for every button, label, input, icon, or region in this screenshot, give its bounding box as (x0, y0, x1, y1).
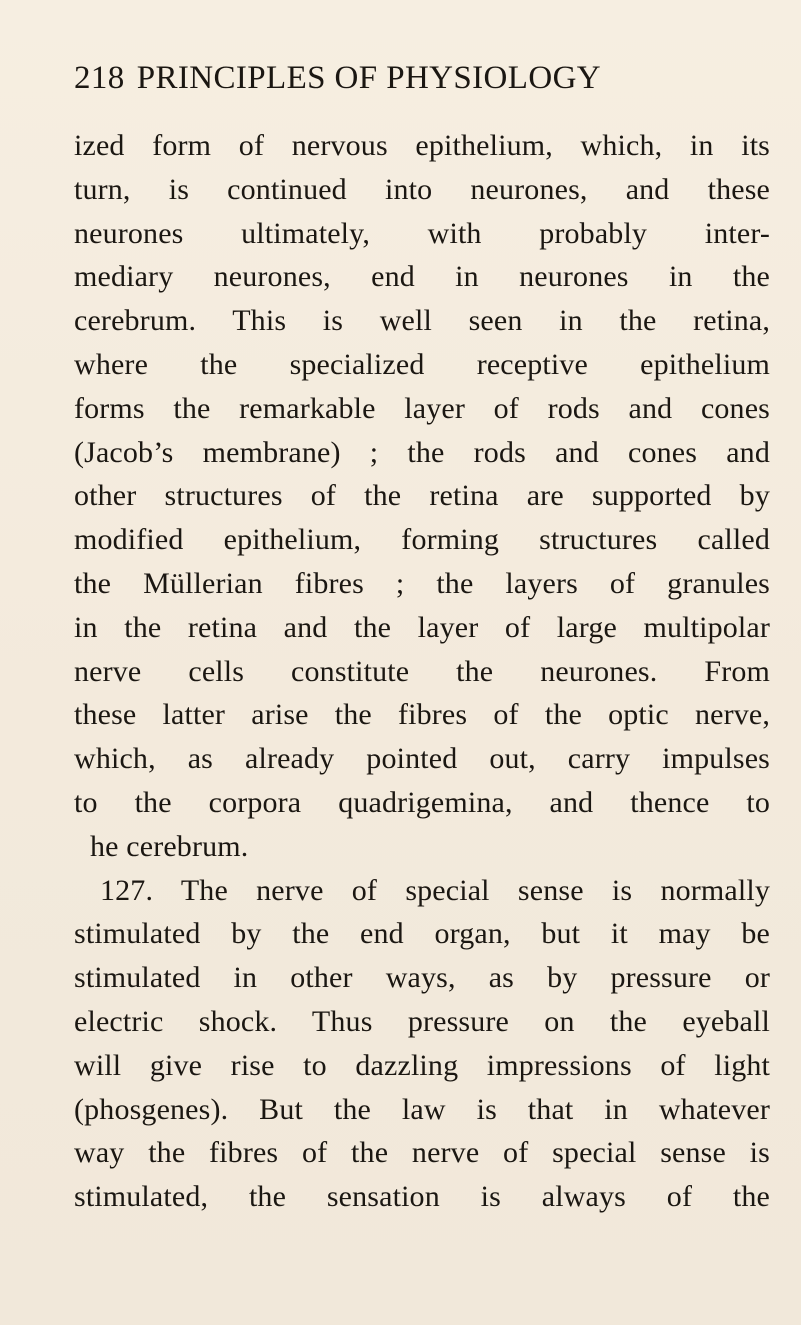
text-line: modified epithelium, forming structures called (74, 523, 770, 557)
text-line: he cerebrum. (90, 829, 249, 863)
text-line: where the specialized receptive epithelium (74, 347, 770, 381)
text-line: these latter arise the fibres of the optic nerve, (74, 698, 770, 732)
text-line: (Jacob’s membrane) ; the rods and cones and (74, 435, 770, 469)
text-line: way the fibres of the nerve of special sense is (74, 1136, 770, 1170)
running-title: PRINCIPLES OF PHYSIOLOGY (136, 60, 602, 96)
text-line: stimulated, the sensation is always of the (74, 1180, 770, 1214)
page-number: 218 (74, 60, 125, 96)
text-line: nerve cells constitute the neurones. From (74, 654, 770, 688)
text-line: to the corpora quadrigemina, and thence to (74, 785, 770, 819)
text-line: turn, is continued into neurones, and these (74, 172, 770, 206)
text-line: in the retina and the layer of large multipolar (74, 610, 770, 644)
text-line: forms the remarkable layer of rods and cones (74, 391, 770, 425)
text-line: the Müllerian fibres ; the layers of granules (74, 566, 770, 600)
text-line: cerebrum. This is well seen in the retina, (74, 304, 770, 338)
text-line: ized form of nervous epithelium, which, in its (74, 129, 770, 162)
text-line: electric shock. Thus pressure on the eyeball (74, 1004, 770, 1038)
running-header (74, 58, 601, 98)
text-line: (phosgenes). But the law is that in whatever (74, 1092, 770, 1126)
text-line: will give rise to dazzling impressions of light (74, 1048, 770, 1082)
text-line: stimulated in other ways, as by pressure or (74, 961, 770, 995)
text-line: other structures of the retina are supported by (74, 479, 770, 513)
text-line: mediary neurones, end in neurones in the (74, 260, 770, 294)
text-line: which, as already pointed out, carry impulses (74, 742, 770, 776)
text-line: stimulated by the end organ, but it may be (74, 917, 770, 951)
text-line: neurones ultimately, with probably inter- (74, 216, 770, 250)
body-text (74, 124, 770, 1219)
paragraph-start-line: 127. The nerve of special sense is normally (100, 873, 770, 907)
